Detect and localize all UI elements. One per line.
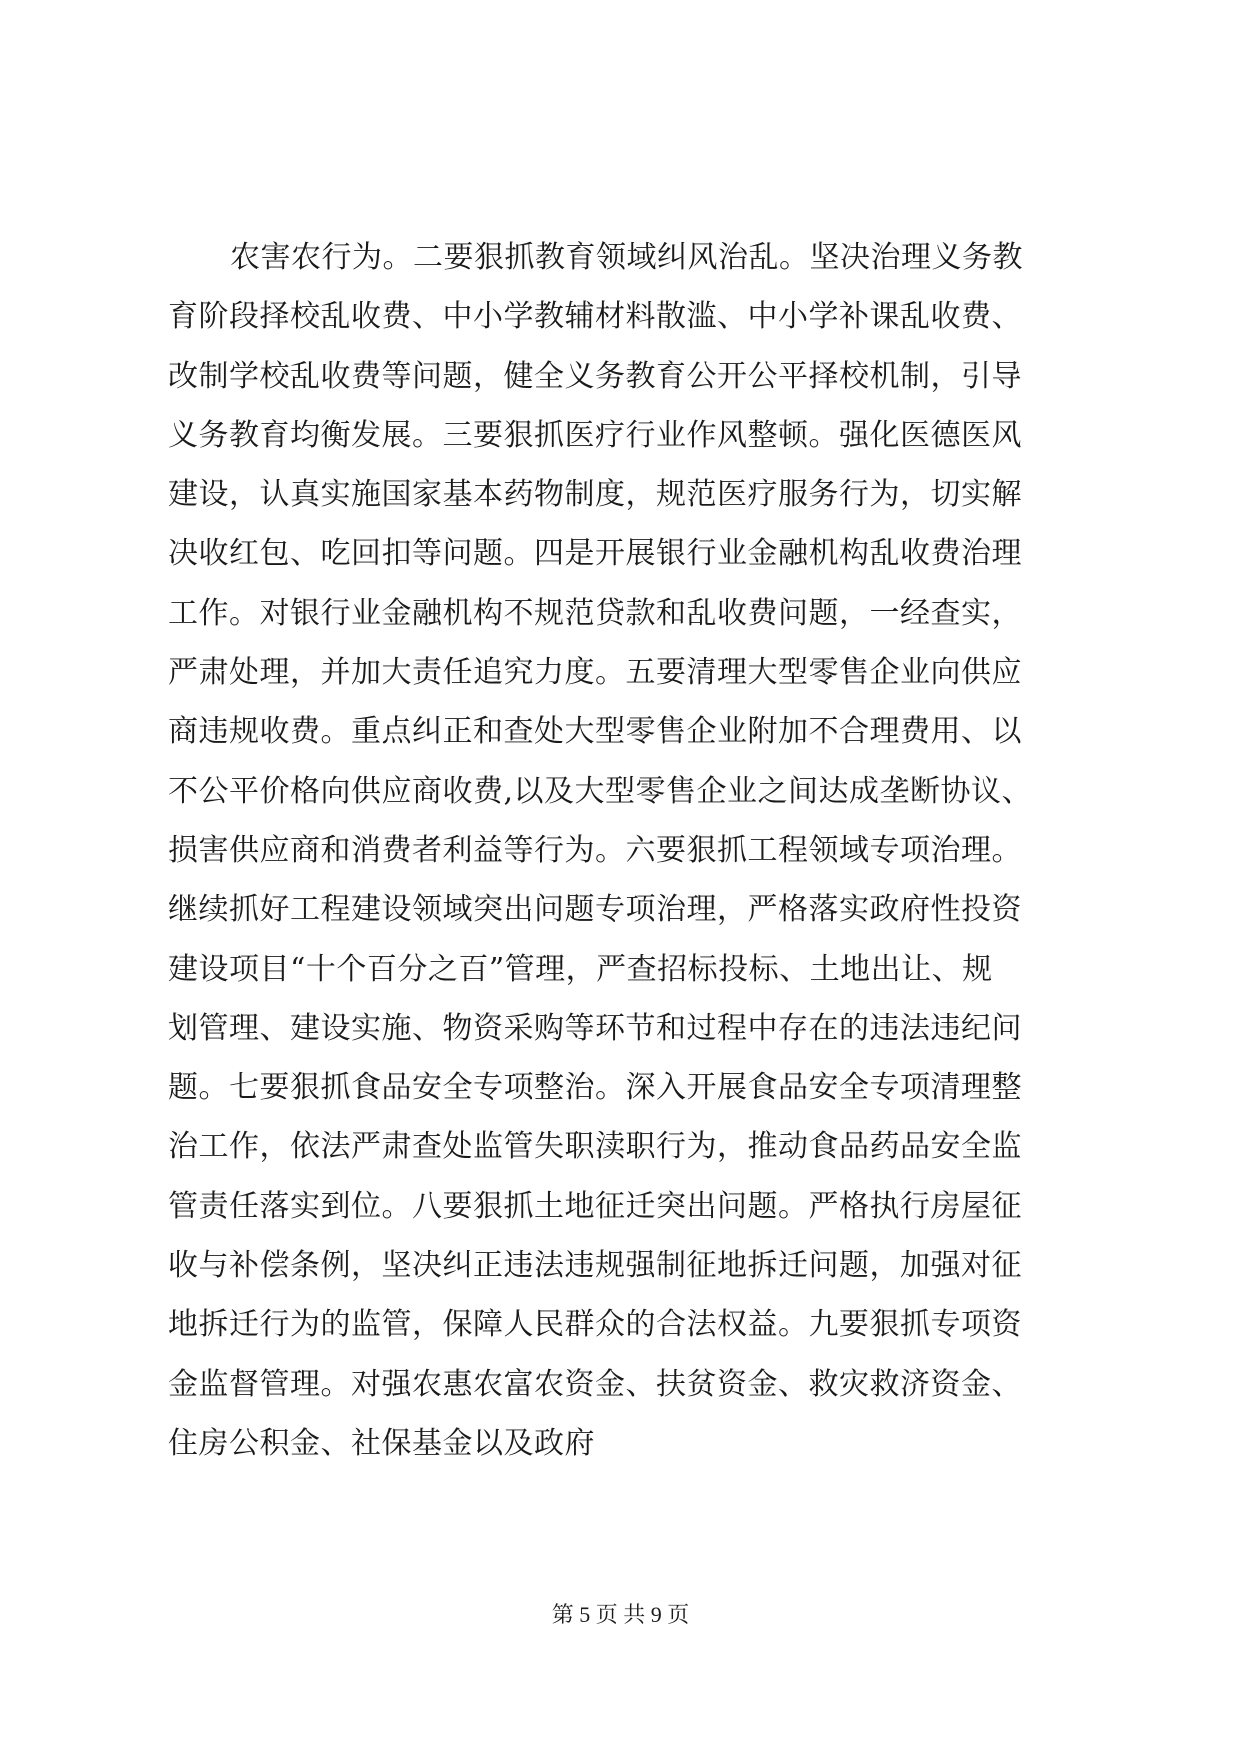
text-line: 义务教育均衡发展。三要狠抓医疗行业作风整顿。强化医德医风: [168, 417, 1022, 453]
text-line: 治工作，依法严肃查处监管失职渎职行为，推动食品药品安全监: [168, 1129, 1022, 1165]
text-line: 改制学校乱收费等问题，健全义务教育公开公平择校机制，引导: [168, 358, 1022, 394]
text-line: 决收红包、吃回扣等问题。四是开展银行业金融机构乱收费治理: [168, 536, 1022, 572]
text-line: 题。七要狠抓食品安全专项整治。深入开展食品安全专项清理整: [168, 1070, 1022, 1106]
text-line: 育阶段择校乱收费、中小学教辅材料散滥、中小学补课乱收费、: [168, 299, 1022, 335]
text-line: 建设项目“十个百分之百”管理，严查招标投标、土地出让、规: [168, 951, 993, 987]
text-line: 划管理、建设实施、物资采购等环节和过程中存在的违法违纪问: [168, 1010, 1022, 1046]
text-line: 住房公积金、社保基金以及政府: [168, 1425, 595, 1461]
text-line: 金监督管理。对强农惠农富农资金、扶贫资金、救灾救济资金、: [168, 1366, 1022, 1402]
body-text: [168, 228, 1098, 1473]
text-line: 商违规收费。重点纠正和查处大型零售企业附加不合理费用、以: [168, 714, 1022, 750]
text-line: 严肃处理，并加大责任追究力度。五要清理大型零售企业向供应: [168, 655, 1022, 691]
text-line: 收与补偿条例，坚决纠正违法违规强制征地拆迁问题，加强对征: [168, 1248, 1022, 1284]
text-line: 继续抓好工程建设领域突出问题专项治理，严格落实政府性投资: [168, 892, 1022, 928]
text-line: 不公平价格向供应商收费,以及大型零售企业之间达成垄断协议、: [168, 773, 1033, 809]
text-line: 损害供应商和消费者利益等行为。六要狠抓工程领域专项治理。: [168, 832, 1022, 868]
text-line: 农害农行为。二要狠抓教育领域纠风治乱。坚决治理义务教: [230, 240, 1023, 275]
text-line: 管责任落实到位。八要狠抓土地征迁突出问题。严格执行房屋征: [168, 1188, 1022, 1224]
text-line: 工作。对银行业金融机构不规范贷款和乱收费问题，一经查实，: [168, 595, 1022, 631]
page-number-footer: 第 5 页 共 9 页: [551, 1602, 690, 1627]
text-line: 地拆迁行为的监管，保障人民群众的合法权益。九要狠抓专项资: [168, 1307, 1022, 1343]
text-line: 建设，认真实施国家基本药物制度，规范医疗服务行为，切实解: [168, 477, 1022, 513]
